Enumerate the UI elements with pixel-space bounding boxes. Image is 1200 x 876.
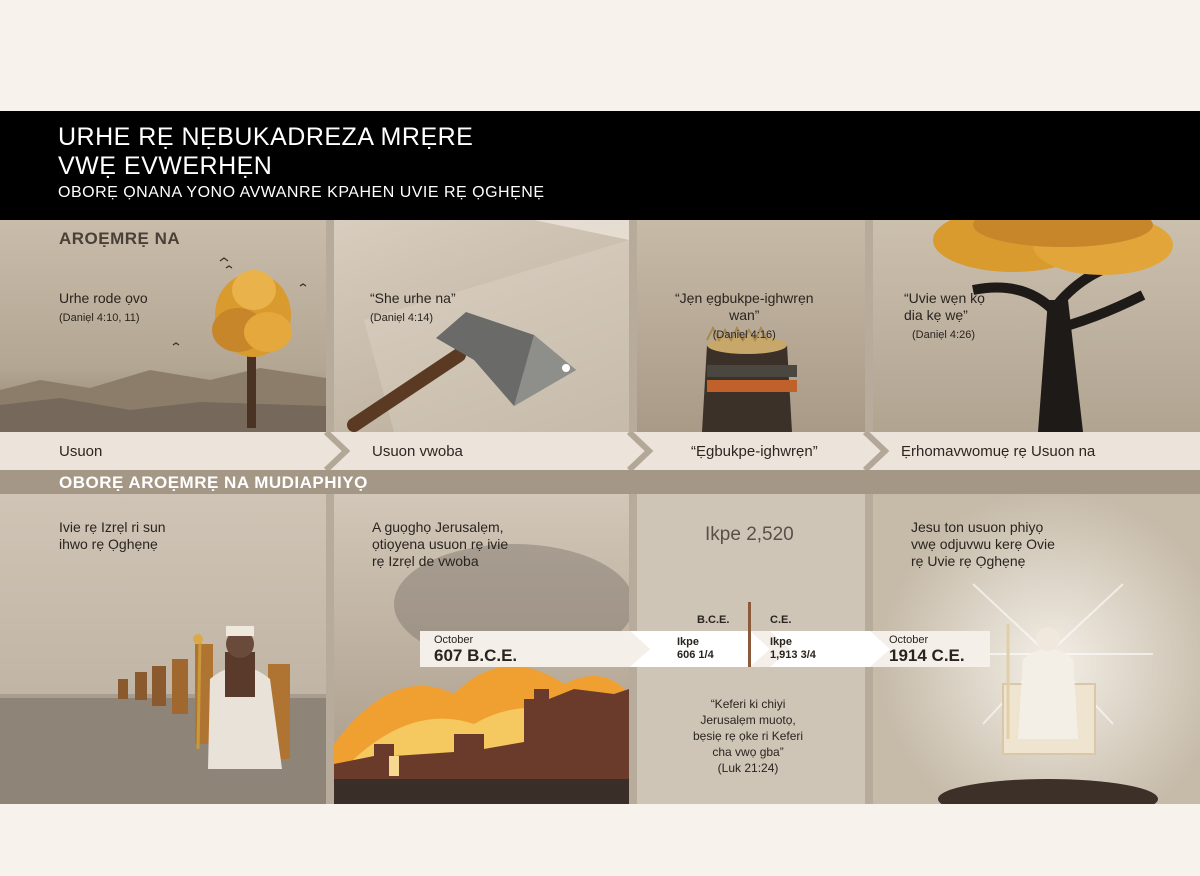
caption-kingdom-restored-text: “Uvie wẹn kọ dia kẹ wẹ” — [904, 290, 985, 323]
quote-ref: (Luk 21:24) — [717, 761, 779, 775]
section-label-prophecy: AROẸMRẸ NA — [59, 229, 181, 248]
bce-years-value: 606 1/4 — [677, 649, 714, 661]
caption-big-tree-text: Urhe rode ọvo — [59, 290, 148, 306]
panel-kingdom-restored — [873, 220, 1200, 432]
big-tree-illustration — [0, 220, 326, 432]
caption-cut-down — [370, 273, 456, 344]
bce-years-word: Ikpe — [677, 636, 700, 648]
panel-kings-of-israel — [0, 494, 326, 804]
caption-cut-down-ref: (Daniẹl 4:14) — [370, 312, 433, 324]
stage-strip — [0, 432, 1200, 470]
years-total: Ikpe 2,520 — [705, 524, 794, 545]
caption-kings-of-israel: Ivie rẹ Izrẹl ri sun ihwo rẹ Ọghẹnẹ — [59, 519, 166, 552]
start-month: October — [434, 634, 474, 646]
end-year: 1914 C.E. — [889, 646, 965, 665]
caption-big-tree — [59, 273, 148, 344]
caption-jesus-king: Jesu ton usuon phiyọ vwẹ odjuvwu kerẹ Ovie rẹ Uvie rẹ Ọghẹnẹ — [911, 519, 1055, 569]
timeline-bar — [420, 631, 990, 667]
stage-tree: Usuon — [59, 443, 103, 460]
header-banner — [0, 111, 1200, 220]
ce-label: C.E. — [770, 614, 792, 626]
fulfillment-label-strip — [0, 470, 1200, 494]
caption-seven-times — [675, 273, 814, 361]
bce-label: B.C.E. — [697, 614, 730, 626]
panel-cut-down — [334, 220, 629, 432]
stage-restoration: Ẹrhomavwomuẹ rẹ Usuon na — [901, 443, 1096, 460]
ce-years-word: Ikpe — [770, 636, 793, 648]
stage-tree-cut: Usuon vwoba — [372, 443, 463, 460]
caption-kingdom-restored-ref: (Daniẹl 4:26) — [912, 329, 975, 341]
caption-seven-times-text: “Jẹn ẹgbukpe-ighwrẹn wan” — [675, 290, 814, 323]
panel-seven-times — [637, 220, 865, 432]
quote-luke — [693, 680, 803, 792]
prophecy-band — [0, 220, 1200, 432]
caption-cut-down-text: “She urhe na” — [370, 290, 456, 306]
bce-years-count — [677, 636, 714, 662]
section-label-fulfillment: OBORẸ AROẸMRẸ NA MUDIAPHIYỌ — [59, 473, 368, 492]
end-month: October — [889, 634, 929, 646]
infographic — [0, 111, 1200, 804]
caption-kingdom-restored — [904, 273, 985, 361]
caption-big-tree-ref: (Daniẹl 4:10, 11) — [59, 312, 140, 324]
infographic-subtitle: OBORẸ ỌNANA YONO AVWANRE KPAHEN UVIE RẸ ỌGHẸNẸ — [58, 184, 545, 201]
quote-text: “Keferi ki chiyi Jerusalẹm muotọ, bẹsiẹ rẹ ọke ri Keferi cha vwọ gba” — [693, 697, 804, 759]
stage-seven-times: “Ẹgbukpe-ighwrẹn” — [691, 443, 818, 460]
ce-years-value: 1,913 3/4 — [770, 649, 816, 661]
caption-seven-times-ref: (Daniẹl 4:16) — [712, 329, 776, 341]
caption-jerusalem-destroyed: A guọghọ Jerusalẹm, ọtiọyena usuon rẹ ivie rẹ Izrẹl de vwoba — [372, 519, 509, 569]
start-year: 607 B.C.E. — [434, 646, 518, 665]
infographic-title: URHE RẸ NẸBUKADREZA MRẸRE VWẸ EVWERHẸN — [58, 123, 474, 180]
panel-big-tree — [0, 220, 326, 432]
bce-ce-divider — [748, 602, 751, 667]
ce-years-count — [770, 636, 816, 662]
